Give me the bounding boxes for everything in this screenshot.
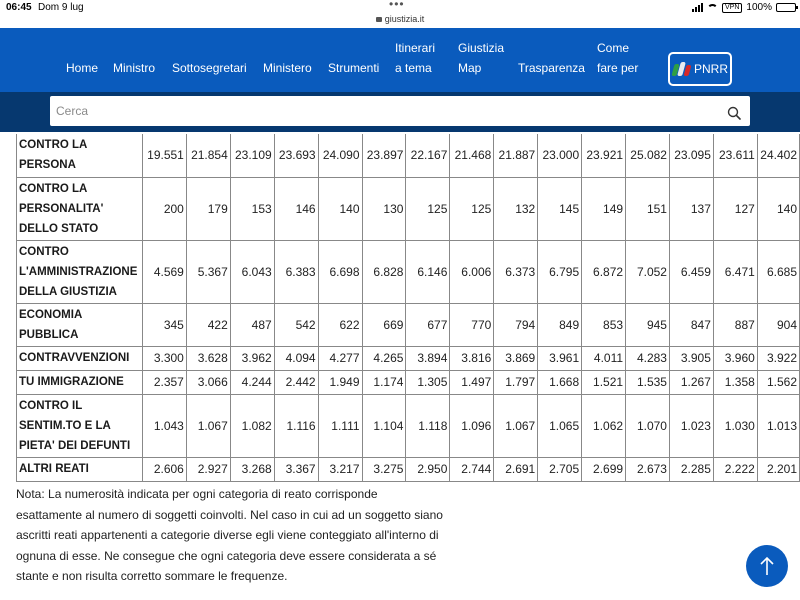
table-cell: 23.000 — [538, 134, 582, 177]
table-cell: 3.066 — [186, 370, 230, 394]
table-cell: 1.065 — [538, 394, 582, 457]
battery-percent: 100% — [746, 2, 772, 13]
nav-giustizia-line1: Giustizia — [458, 41, 505, 55]
table-cell: 19.551 — [142, 134, 186, 177]
table-cell: 1.030 — [713, 394, 757, 457]
table-cell: 6.872 — [582, 240, 626, 303]
table-cell: 2.285 — [669, 457, 713, 481]
crime-statistics-table — [16, 134, 800, 482]
row-label — [17, 134, 143, 177]
table-note — [16, 484, 476, 587]
address-bar[interactable] — [0, 14, 800, 24]
table-cell: 770 — [450, 303, 494, 346]
table-row — [17, 370, 800, 394]
table-cell: 1.562 — [757, 370, 799, 394]
table-cell: 1.358 — [713, 370, 757, 394]
table-cell: 794 — [494, 303, 538, 346]
table-cell: 146 — [274, 177, 318, 240]
table-row — [17, 457, 800, 481]
note-line: esattamente al numero di soggetti coinvolti. Nel caso in cui ad un soggetto siano — [16, 507, 443, 522]
table-cell: 4.094 — [274, 346, 318, 370]
table-cell: 5.367 — [186, 240, 230, 303]
table-cell: 3.894 — [406, 346, 450, 370]
table-cell: 2.950 — [406, 457, 450, 481]
row-label — [17, 457, 143, 481]
main-navigation — [0, 28, 800, 92]
table-cell: 151 — [626, 177, 670, 240]
table-cell: 904 — [757, 303, 799, 346]
table-cell: 2.357 — [142, 370, 186, 394]
table-cell: 137 — [669, 177, 713, 240]
row-label-line: CONTRO LA — [19, 139, 88, 152]
table-cell: 669 — [362, 303, 406, 346]
row-label-line: TU IMMIGRAZIONE — [19, 376, 124, 388]
nav-giustizia-line2: Map — [458, 61, 482, 75]
table-cell: 4.283 — [626, 346, 670, 370]
table-cell: 1.070 — [626, 394, 670, 457]
table-cell: 25.082 — [626, 134, 670, 177]
row-label-line: L'AMMINISTRAZIONE — [19, 265, 138, 278]
search-input[interactable] — [50, 96, 750, 126]
table-cell: 2.201 — [757, 457, 799, 481]
row-label-line: PUBBLICA — [19, 328, 79, 341]
table-row — [17, 394, 800, 457]
status-time: 06:45 — [6, 2, 32, 13]
table-cell: 422 — [186, 303, 230, 346]
table-cell: 853 — [582, 303, 626, 346]
search-icon[interactable] — [727, 106, 741, 120]
table-cell: 6.698 — [318, 240, 362, 303]
lock-icon — [376, 17, 382, 22]
row-label-line: PERSONALITA' — [19, 202, 104, 215]
row-label-line: CONTRO — [19, 245, 69, 258]
row-label — [17, 303, 143, 346]
table-cell: 23.109 — [230, 134, 274, 177]
table-cell: 2.606 — [142, 457, 186, 481]
table-cell: 6.146 — [406, 240, 450, 303]
table-cell: 6.373 — [494, 240, 538, 303]
row-label-line: DELLA GIUSTIZIA — [19, 285, 117, 298]
table-cell: 622 — [318, 303, 362, 346]
table-cell: 3.217 — [318, 457, 362, 481]
row-label-line: PERSONA — [19, 159, 76, 172]
table-cell: 1.043 — [142, 394, 186, 457]
table-cell: 4.265 — [362, 346, 406, 370]
table-row — [17, 303, 800, 346]
table-cell: 3.268 — [230, 457, 274, 481]
table-cell: 21.854 — [186, 134, 230, 177]
status-date: Dom 9 lug — [38, 2, 84, 13]
signal-icon — [692, 3, 703, 12]
table-cell: 542 — [274, 303, 318, 346]
table-cell: 1.267 — [669, 370, 713, 394]
note-line: Nota: La numerosità indicata per ogni categoria di reato corrisponde — [16, 487, 378, 501]
table-cell: 4.569 — [142, 240, 186, 303]
table-cell: 3.922 — [757, 346, 799, 370]
url-text: giustizia.it — [384, 14, 425, 24]
table-cell: 125 — [406, 177, 450, 240]
table-row — [17, 346, 800, 370]
table-cell: 487 — [230, 303, 274, 346]
nav-itinerari-line2: a tema — [395, 61, 432, 75]
row-label — [17, 240, 143, 303]
nav-itinerari-a-tema[interactable] — [395, 38, 435, 78]
note-line: ognuna di esse. Ne consegue che ogni categoria deve essere considerata a sé — [16, 548, 437, 563]
pnrr-label: PNRR — [693, 62, 728, 76]
row-label-line: CONTRAVVENZIONI — [19, 352, 130, 364]
table-cell: 23.921 — [582, 134, 626, 177]
note-line: ascritti reati appartenenti a categorie diverse egli viene conteggiato all'interno di — [16, 528, 439, 542]
table-cell: 2.744 — [450, 457, 494, 481]
table-cell: 887 — [713, 303, 757, 346]
nav-giustizia-map[interactable] — [458, 38, 504, 78]
table-cell: 127 — [713, 177, 757, 240]
table-cell: 1.668 — [538, 370, 582, 394]
table-cell: 6.383 — [274, 240, 318, 303]
row-label-line: ALTRI REATI — [19, 463, 89, 475]
table-cell: 2.705 — [538, 457, 582, 481]
table-cell: 3.869 — [494, 346, 538, 370]
table-cell: 6.459 — [669, 240, 713, 303]
table-cell: 6.828 — [362, 240, 406, 303]
battery-icon — [776, 3, 796, 12]
table-cell: 3.628 — [186, 346, 230, 370]
nav-ministero[interactable]: Ministero — [263, 61, 312, 75]
table-cell: 23.611 — [713, 134, 757, 177]
wifi-icon — [707, 4, 718, 12]
table-cell: 4.011 — [582, 346, 626, 370]
nav-trasparenza[interactable]: Trasparenza — [518, 61, 585, 75]
table-cell: 21.468 — [450, 134, 494, 177]
table-cell: 23.095 — [669, 134, 713, 177]
table-cell: 849 — [538, 303, 582, 346]
table-cell: 1.497 — [450, 370, 494, 394]
table-cell: 24.402 — [757, 134, 799, 177]
pnrr-button[interactable] — [668, 52, 732, 86]
table-cell: 22.167 — [406, 134, 450, 177]
table-cell: 945 — [626, 303, 670, 346]
row-label-line: PIETA' DEI DEFUNTI — [19, 439, 131, 452]
table-cell: 2.673 — [626, 457, 670, 481]
row-label-line: CONTRO LA — [19, 182, 88, 195]
table-cell: 179 — [186, 177, 230, 240]
table-cell: 847 — [669, 303, 713, 346]
table-cell: 2.927 — [186, 457, 230, 481]
table-cell: 7.052 — [626, 240, 670, 303]
table-cell: 3.960 — [713, 346, 757, 370]
table-cell: 140 — [757, 177, 799, 240]
row-label-line: SENTIM.TO E LA — [19, 419, 111, 432]
table-cell: 2.222 — [713, 457, 757, 481]
arrow-up-icon — [758, 555, 776, 577]
table-cell: 21.887 — [494, 134, 538, 177]
table-cell: 1.023 — [669, 394, 713, 457]
table-cell: 1.062 — [582, 394, 626, 457]
table-cell: 24.090 — [318, 134, 362, 177]
table-cell: 1.535 — [626, 370, 670, 394]
table-cell: 3.961 — [538, 346, 582, 370]
table-row — [17, 177, 800, 240]
table-cell: 6.685 — [757, 240, 799, 303]
table-cell: 145 — [538, 177, 582, 240]
pnrr-logo-icon — [672, 61, 690, 77]
table-row — [17, 134, 800, 177]
table-cell: 6.006 — [450, 240, 494, 303]
table-cell: 3.962 — [230, 346, 274, 370]
table-cell: 23.693 — [274, 134, 318, 177]
nav-come-line1: Come — [597, 41, 630, 55]
table-cell: 1.116 — [274, 394, 318, 457]
table-cell: 1.118 — [406, 394, 450, 457]
table-cell: 132 — [494, 177, 538, 240]
more-dots-icon[interactable]: ••• — [389, 0, 405, 11]
table-cell: 2.699 — [582, 457, 626, 481]
table-cell: 140 — [318, 177, 362, 240]
nav-home[interactable]: Home — [66, 61, 99, 75]
table-cell: 1.797 — [494, 370, 538, 394]
table-cell: 3.275 — [362, 457, 406, 481]
table-cell: 1.067 — [186, 394, 230, 457]
table-cell: 2.691 — [494, 457, 538, 481]
table-cell: 3.300 — [142, 346, 186, 370]
table-cell: 149 — [582, 177, 626, 240]
nav-come-line2: fare per — [597, 61, 639, 75]
vpn-badge: VPN — [722, 3, 742, 13]
nav-come-fare-per[interactable] — [597, 38, 638, 78]
table-cell: 1.096 — [450, 394, 494, 457]
table-cell: 6.795 — [538, 240, 582, 303]
search-band — [0, 92, 800, 132]
note-line: stante e non risulta corretto sommare le frequenze. — [16, 569, 288, 583]
table-cell: 153 — [230, 177, 274, 240]
table-cell: 130 — [362, 177, 406, 240]
table-cell: 6.471 — [713, 240, 757, 303]
table-cell: 1.174 — [362, 370, 406, 394]
table-cell: 23.897 — [362, 134, 406, 177]
table-cell: 1.949 — [318, 370, 362, 394]
row-label — [17, 177, 143, 240]
nav-itinerari-line1: Itinerari — [395, 41, 436, 55]
table-cell: 1.082 — [230, 394, 274, 457]
table-cell: 2.442 — [274, 370, 318, 394]
table-cell: 1.111 — [318, 394, 362, 457]
scroll-to-top-button[interactable] — [746, 545, 788, 587]
table-cell: 1.104 — [362, 394, 406, 457]
table-cell: 1.521 — [582, 370, 626, 394]
nav-sottosegretari[interactable]: Sottosegretari — [172, 61, 247, 75]
table-cell: 1.067 — [494, 394, 538, 457]
table-cell: 6.043 — [230, 240, 274, 303]
table-cell: 345 — [142, 303, 186, 346]
row-label — [17, 346, 143, 370]
row-label-line: CONTRO IL — [19, 399, 83, 412]
row-label — [17, 394, 143, 457]
row-label-line: ECONOMIA — [19, 308, 83, 321]
row-label — [17, 370, 143, 394]
nav-ministro[interactable]: Ministro — [113, 61, 156, 75]
status-bar — [0, 0, 800, 28]
table-cell: 677 — [406, 303, 450, 346]
table-cell: 1.013 — [757, 394, 799, 457]
table-cell: 3.905 — [669, 346, 713, 370]
table-cell: 125 — [450, 177, 494, 240]
table-row — [17, 240, 800, 303]
table-cell: 3.367 — [274, 457, 318, 481]
table-cell: 4.277 — [318, 346, 362, 370]
row-label-line: DELLO STATO — [19, 222, 99, 235]
table-cell: 200 — [142, 177, 186, 240]
table-cell: 4.244 — [230, 370, 274, 394]
nav-strumenti[interactable]: Strumenti — [328, 61, 380, 75]
table-cell: 3.816 — [450, 346, 494, 370]
table-cell: 1.305 — [406, 370, 450, 394]
